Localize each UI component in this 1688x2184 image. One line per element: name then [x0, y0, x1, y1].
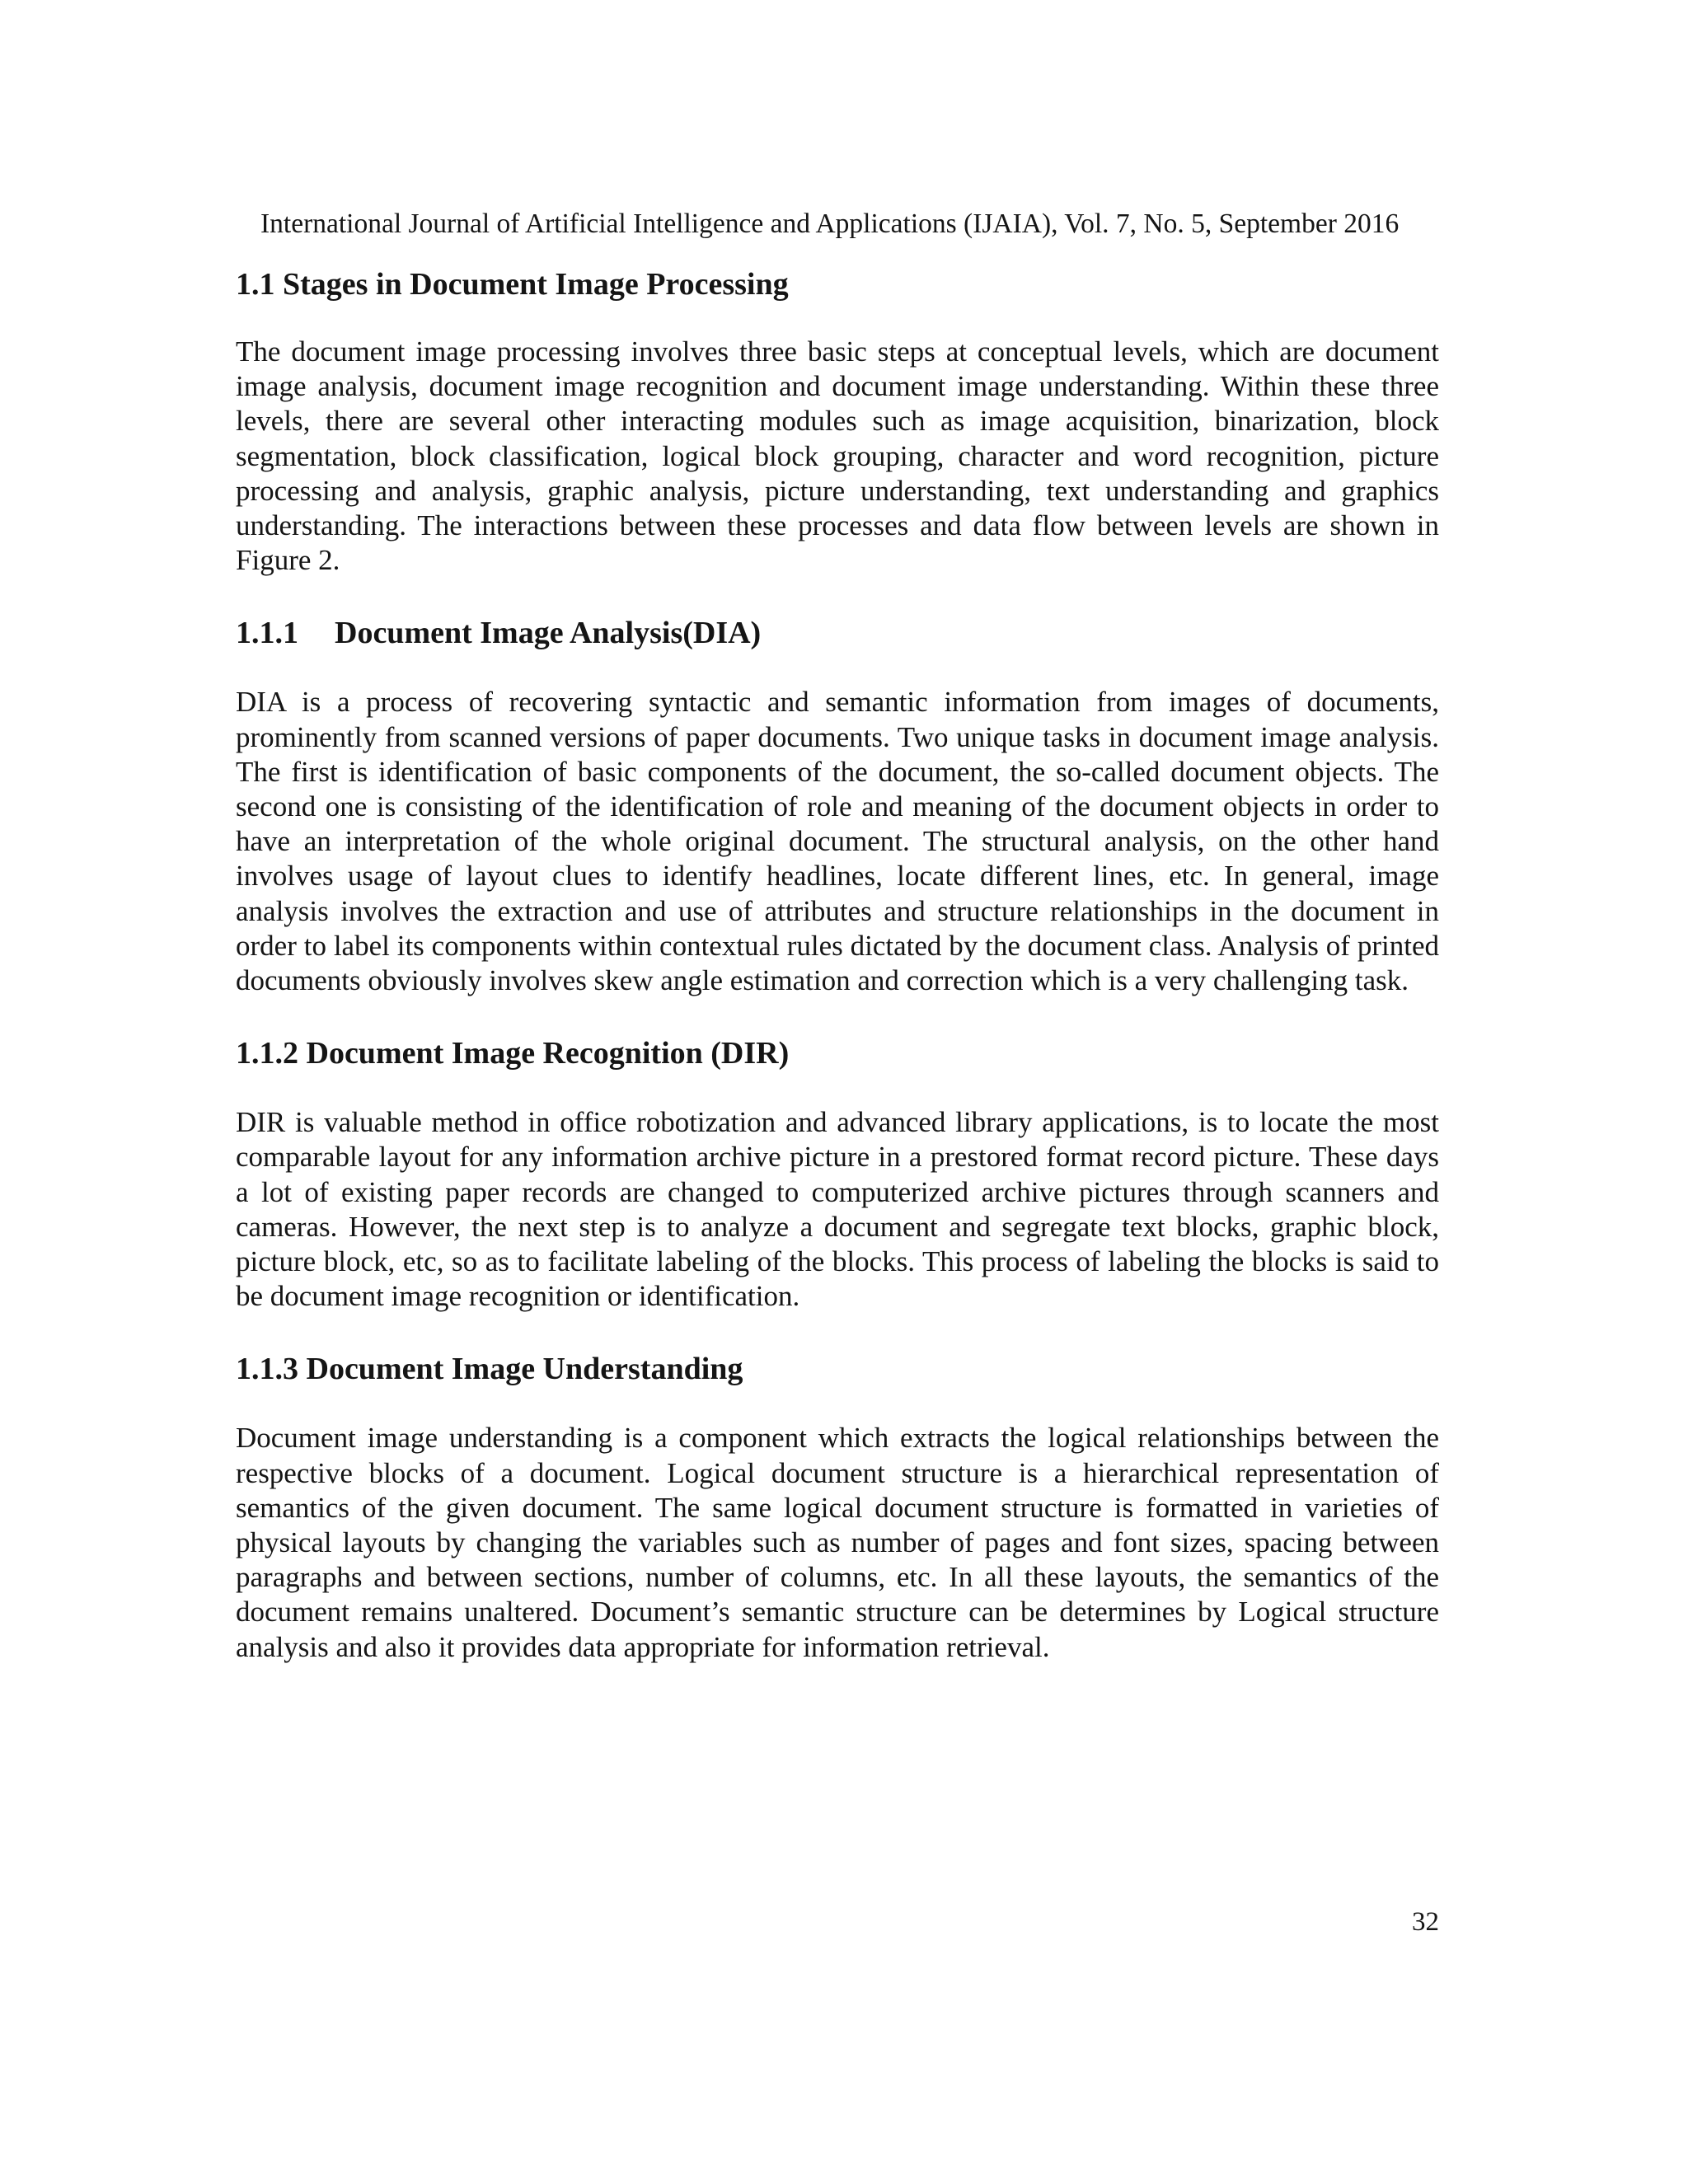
section-number: 1.1.1 — [236, 616, 298, 651]
section-stages — [236, 265, 1439, 578]
section-dir — [236, 1034, 1439, 1314]
section-paragraph: The document image processing involves three basic steps at conceptual levels, which are document image analysis, document image recognition and document image understanding. Within these three levels, there are several other interacting modules such as image acquisition, binarization, block segmentation, block classification, logical block grouping, character and word recognition, picture processing and analysis, graphic analysis, picture understanding, text understanding and graphics understanding. The interactions between these processes and data flow between levels are shown in Figure 2. — [236, 335, 1439, 577]
running-header: International Journal of Artificial Intelligence and Applications (IJAIA), Vol. 7, No. 5, September 2016 — [260, 209, 1400, 239]
section-heading — [236, 614, 1439, 652]
section-dia — [236, 614, 1439, 998]
section-paragraph: DIA is a process of recovering syntactic and semantic information from images of documents, prominently from scanned versions of paper documents. Two unique tasks in document image analysis. The first is identification of basic components of the document, the so-called document objects. The second one is consisting of the identification of role and meaning of the document objects in order to have an interpretation of the whole original document. The structural analysis, on the other hand involves usage of layout clues to identify headlines, locate different lines, etc. In general, image analysis involves the extraction and use of attributes and structure relationships in the document in order to label its components within contextual rules dictated by the document class. Analysis of printed documents obviously involves skew angle estimation and correction which is a very challenging task. — [236, 686, 1439, 997]
section-heading: 1.1.2 Document Image Recognition (DIR) — [236, 1036, 790, 1071]
page-body — [236, 265, 1439, 1665]
page-number: 32 — [1412, 1907, 1439, 1937]
section-diu — [236, 1350, 1439, 1664]
section-paragraph: DIR is valuable method in office robotization and advanced library applications, is to locate the most comparable layout for any information archive picture in a prestored format record picture. These days a lot of existing paper records are changed to computerized archive pictures through scanners and cameras. However, the next step is to analyze a document and segregate text blocks, graphic block, picture block, etc, so as to facilitate labeling of the blocks. This process of labeling the blocks is said to be document image recognition or identification. — [236, 1106, 1439, 1313]
section-heading: 1.1 Stages in Document Image Processing — [236, 267, 789, 302]
section-title: Document Image Analysis(DIA) — [335, 616, 762, 651]
section-heading: 1.1.3 Document Image Understanding — [236, 1352, 743, 1387]
section-paragraph: Document image understanding is a component which extracts the logical relationships between the respective blocks of a document. Logical document structure is a hierarchical representation of semantics of the given document. The same logical document structure is formatted in varieties of physical layouts by changing the variables such as number of pages and font sizes, spacing between paragraphs and between sections, number of columns, etc. In all these layouts, the semantics of the document remains unaltered. Document’s semantic structure can be determines by Logical structure analysis and also it provides data appropriate for information retrieval. — [236, 1422, 1439, 1663]
